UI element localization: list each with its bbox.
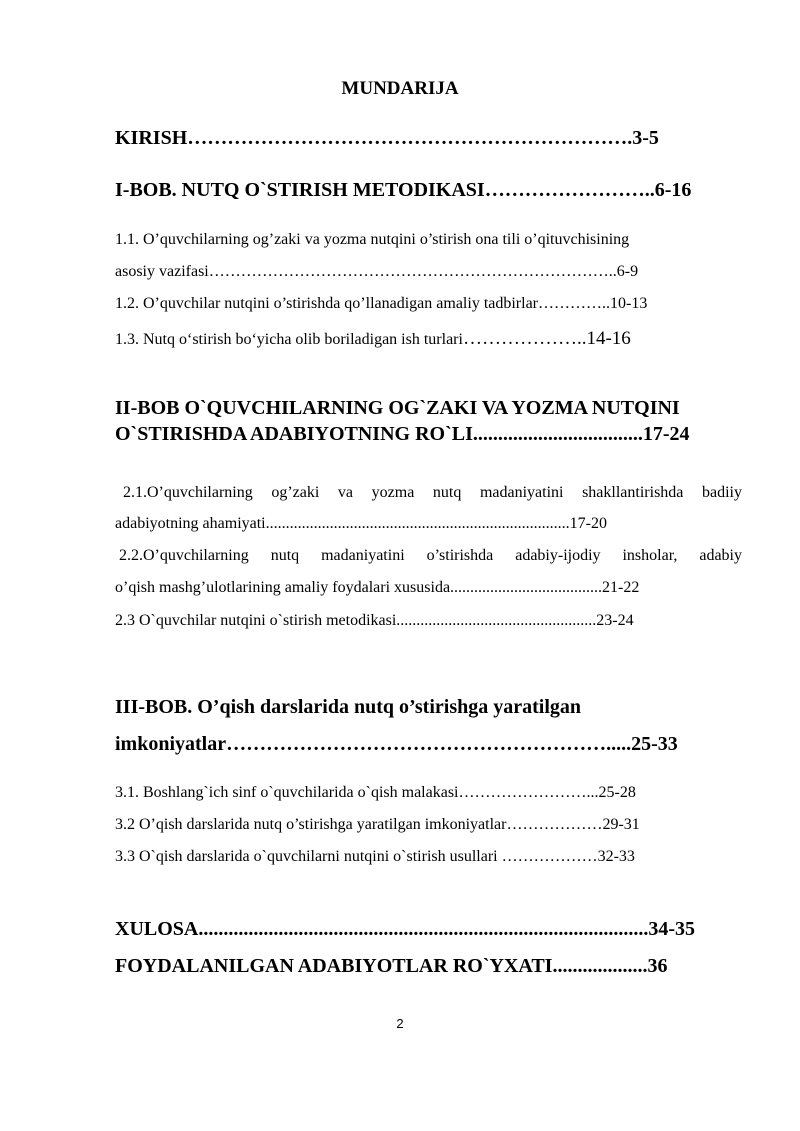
toc-item-1-1-line-2: asosiy vazifasi…………………………………………………………………..6-9 (115, 263, 639, 280)
toc-item-2-3: 2.3 O`quvchilar nutqini o`stirish metodikasi..................................................23-24 (115, 612, 634, 629)
toc-item-1-2: 1.2. O’quvchilar nutqini o’stirishda qo’llanadigan amaliy tadbirlar…………..10-13 (115, 295, 648, 312)
toc-item-3-3: 3.3 O`qish darslarida o`quvchilarni nutqini o`stirish usullari ………………32-33 (115, 848, 635, 865)
toc-item-1-3-pages: ………………..14-16 (462, 328, 631, 349)
toc-entry-kirish: KIRISH………………………………………………………….3-5 (115, 127, 659, 149)
page-title: MUNDARIJA (341, 78, 459, 99)
toc-item-3-1: 3.1. Boshlang`ich sinf o`quvchilarida o`qish malakasi……………………...25-28 (115, 784, 636, 801)
toc-item-2-1-line-2: adabiyotning ahamiyati............................................................................17-20 (115, 515, 607, 532)
toc-chapter-2-heading-line-2: O`STIRISHDA ADABIYOTNING RO`LI..................................17-24 (115, 423, 690, 445)
toc-entry-references: FOYDALANILGAN ADABIYOTLAR RO`YXATI...................36 (115, 955, 668, 977)
toc-item-2-1-line-1: 2.1.O’quvchilarning og’zaki va yozma nutq madaniyatini shakllantirishda badiiy (123, 484, 742, 501)
toc-chapter-2-heading-line-1: II-BOB O`QUVCHILARNING OG`ZAKI VA YOZMA NUTQINI (115, 397, 680, 419)
page-number: 2 (396, 1016, 404, 1031)
toc-item-2-2-line-1: 2.2.O’quvchilarning nutq madaniyatini o’stirishda adabiy-ijodiy insholar, adabiy (119, 547, 742, 564)
toc-item-3-2: 3.2 O’qish darslarida nutq o’stirishga yaratilgan imkoniyatlar………………29-31 (115, 816, 640, 833)
toc-chapter-3-heading-line-2: imkoniyatlar………………………………………………….....25-33 (115, 733, 678, 755)
toc-item-1-3-text: 1.3. Nutq o‘stirish bo‘yicha olib boriladigan ish turlari (115, 331, 463, 348)
toc-item-2-2-line-2: o’qish mashg’ulotlarining amaliy foydalari xususida......................................21-22 (115, 579, 640, 596)
toc-item-1-1-line-1: 1.1. O’quvchilarning og’zaki va yozma nutqini o’stirish ona tili o’qituvchisining (115, 231, 630, 248)
toc-item-1-3 (115, 328, 631, 350)
toc-chapter-3-heading-line-1: III-BOB. O’qish darslarida nutq o’stirishga yaratilgan (115, 696, 582, 718)
toc-chapter-1-heading: I-BOB. NUTQ O`STIRISH METODIKASI……………………..6-16 (115, 179, 692, 201)
toc-entry-xulosa: XULOSA..........................................................................................34-35 (115, 918, 696, 940)
